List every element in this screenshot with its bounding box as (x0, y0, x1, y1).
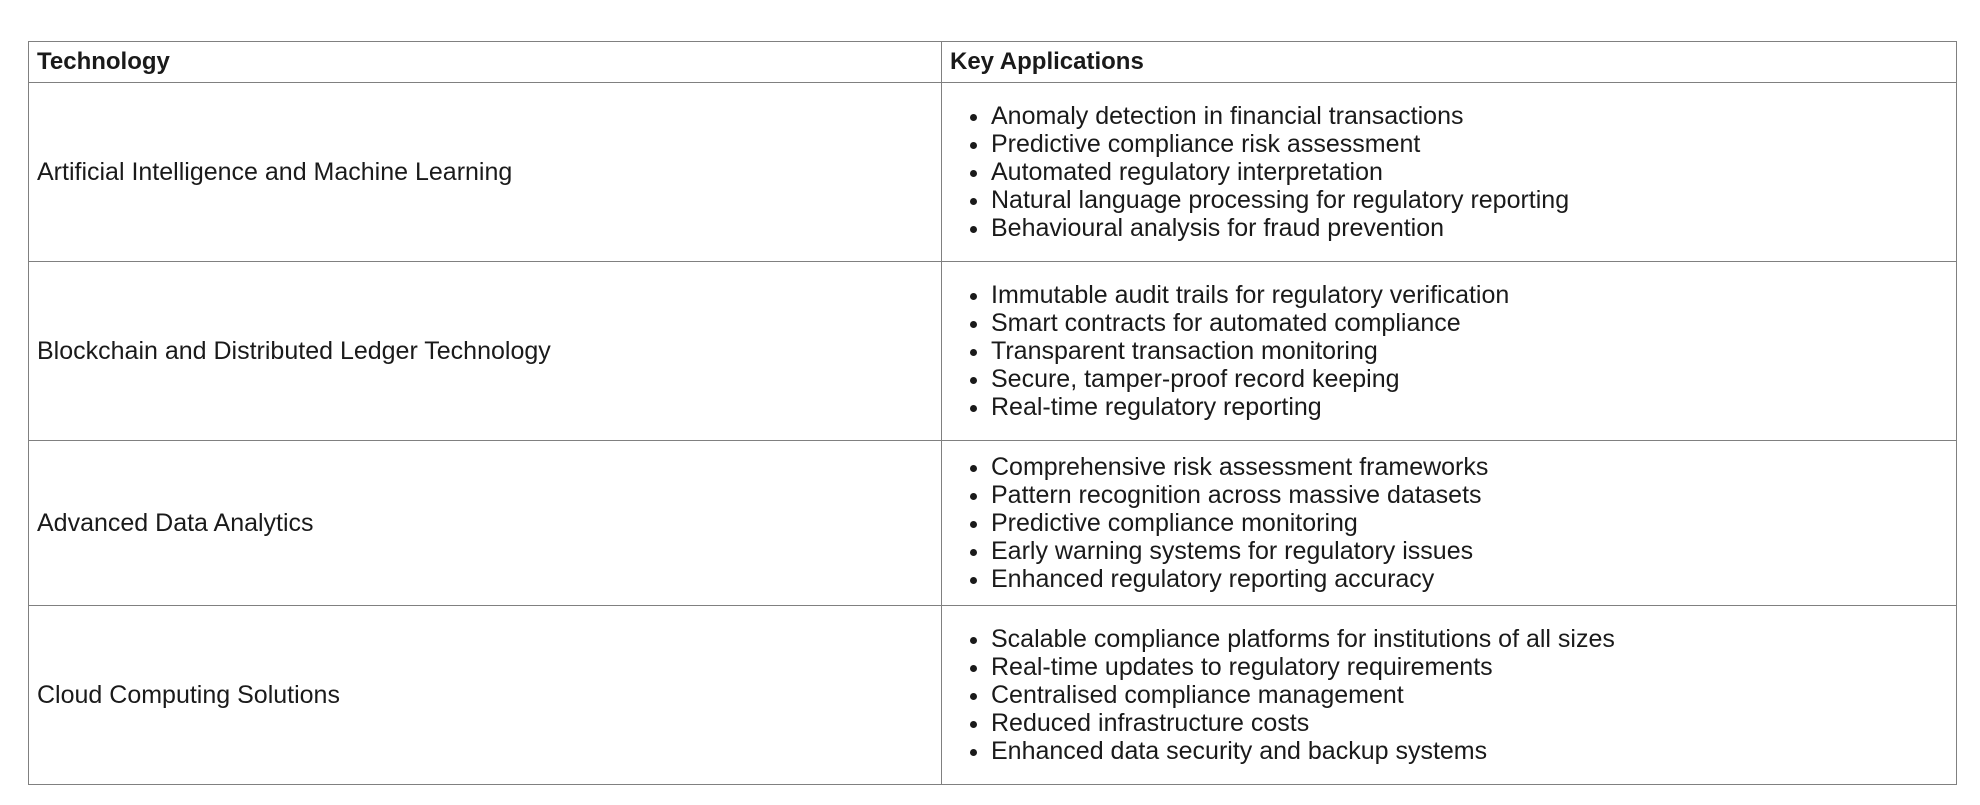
list-item: • Centralised compliance management (991, 681, 1948, 709)
table-header (29, 42, 1957, 83)
list-item: • Behavioural analysis for fraud prevention (991, 214, 1948, 242)
list-item: • Automated regulatory interpretation (991, 158, 1948, 186)
technology-cell: Blockchain and Distributed Ledger Technology (29, 262, 942, 441)
list-item: • Enhanced data security and backup systems (991, 737, 1948, 765)
applications-cell (942, 441, 1957, 606)
list-item: • Pattern recognition across massive datasets (991, 481, 1948, 509)
header-key-applications: Key Applications (942, 42, 1957, 83)
list-item: • Immutable audit trails for regulatory verification (991, 281, 1948, 309)
list-item: • Transparent transaction monitoring (991, 337, 1948, 365)
list-item: • Enhanced regulatory reporting accuracy (991, 565, 1948, 593)
list-item: • Early warning systems for regulatory issues (991, 537, 1948, 565)
applications-cell (942, 606, 1957, 785)
list-item: • Reduced infrastructure costs (991, 709, 1948, 737)
applications-list (950, 102, 1948, 242)
technology-applications-table (28, 41, 1957, 785)
list-item: • Predictive compliance risk assessment (991, 130, 1948, 158)
list-item: • Natural language processing for regulatory reporting (991, 186, 1948, 214)
table-row (29, 262, 1957, 441)
list-item: • Anomaly detection in financial transactions (991, 102, 1948, 130)
list-item: • Predictive compliance monitoring (991, 509, 1948, 537)
technology-cell: Cloud Computing Solutions (29, 606, 942, 785)
list-item: • Real-time updates to regulatory requirements (991, 653, 1948, 681)
applications-list (950, 453, 1948, 593)
table-row (29, 606, 1957, 785)
header-row (29, 42, 1957, 83)
table-row (29, 83, 1957, 262)
applications-list (950, 625, 1948, 765)
list-item: • Comprehensive risk assessment frameworks (991, 453, 1948, 481)
applications-list (950, 281, 1948, 421)
table-body (29, 83, 1957, 785)
table-row (29, 441, 1957, 606)
applications-cell (942, 262, 1957, 441)
list-item: • Scalable compliance platforms for institutions of all sizes (991, 625, 1948, 653)
list-item: • Smart contracts for automated compliance (991, 309, 1948, 337)
technology-cell: Artificial Intelligence and Machine Learning (29, 83, 942, 262)
list-item: • Real-time regulatory reporting (991, 393, 1948, 421)
technology-cell: Advanced Data Analytics (29, 441, 942, 606)
header-technology: Technology (29, 42, 942, 83)
list-item: • Secure, tamper-proof record keeping (991, 365, 1948, 393)
applications-cell (942, 83, 1957, 262)
